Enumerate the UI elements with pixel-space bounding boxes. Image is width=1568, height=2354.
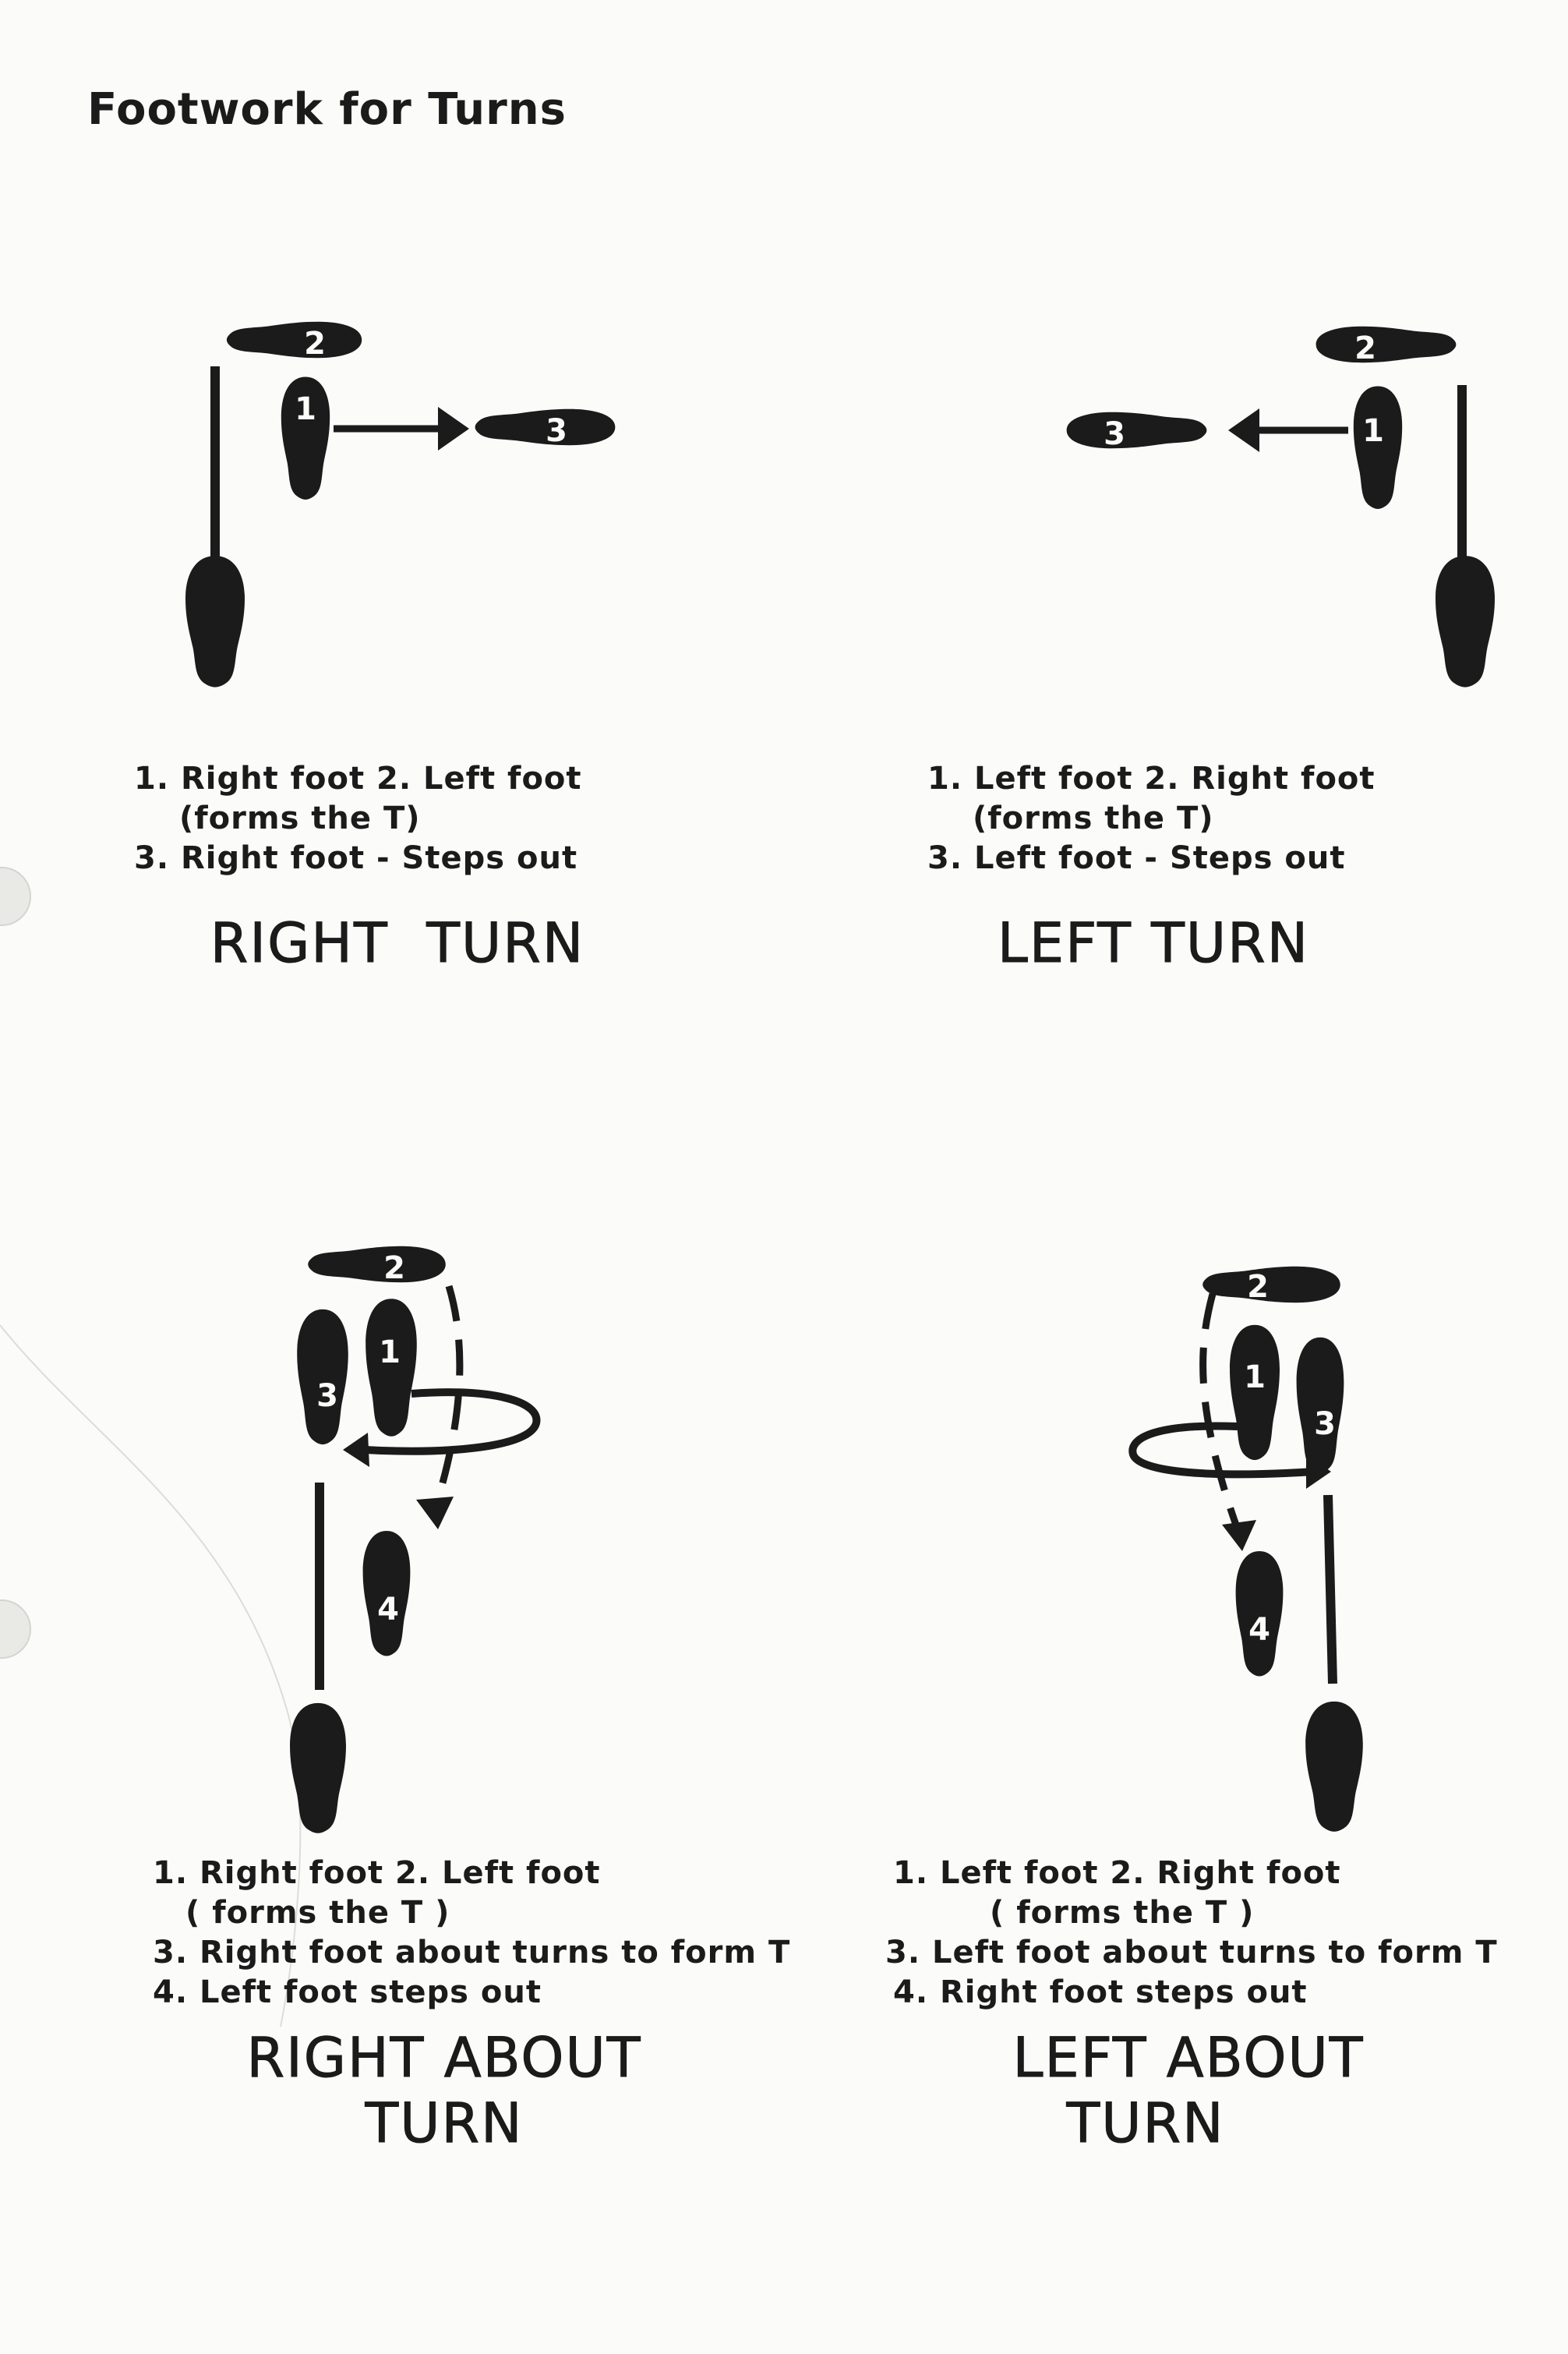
path-line xyxy=(1328,1495,1333,1684)
pivot-arrow-head xyxy=(343,1433,369,1467)
foot-label-3: 3 xyxy=(546,413,567,449)
step-line: 1. Left foot 2. Right foot xyxy=(927,761,1376,797)
left-turn-figure xyxy=(1067,327,1495,687)
right-turn-heading: RIGHT TURN xyxy=(210,911,585,975)
foot-label-4: 4 xyxy=(377,1592,399,1628)
step-line: 3. Right foot about turns to form T xyxy=(153,1935,791,1971)
page-title: Footwork for Turns xyxy=(87,84,567,135)
pivot-loop xyxy=(1132,1426,1314,1474)
start-foot xyxy=(290,1703,346,1833)
step-arrow-head xyxy=(438,407,469,451)
foot-2 xyxy=(1202,1267,1340,1302)
step-line: ( forms the T ) xyxy=(990,1895,1255,1931)
foot-3 xyxy=(297,1310,348,1444)
step-line: 3. Left foot - Steps out xyxy=(927,840,1346,876)
step-arrow-head xyxy=(1228,408,1259,452)
foot-label-1: 1 xyxy=(1362,413,1384,449)
left-turn-steps xyxy=(927,759,1376,878)
right-about-turn-heading-line2: TURN xyxy=(365,2091,524,2155)
foot-2 xyxy=(1316,327,1457,362)
foot-label-2: 2 xyxy=(383,1250,405,1286)
step-line: 4. Left foot steps out xyxy=(153,1974,542,2010)
foot-label-3: 3 xyxy=(1104,416,1125,452)
foot-label-3: 3 xyxy=(1314,1406,1336,1442)
foot-label-3: 3 xyxy=(316,1378,338,1414)
left-about-turn-steps xyxy=(885,1854,1498,2013)
start-foot xyxy=(1305,1702,1363,1832)
left-about-turn-heading-line1: LEFT ABOUT xyxy=(1012,2026,1365,2090)
right-about-turn-figure xyxy=(290,1246,536,1833)
foot-label-1: 1 xyxy=(1244,1359,1266,1395)
left-about-turn-heading-line2: TURN xyxy=(1066,2091,1225,2155)
foot-label-2: 2 xyxy=(1354,330,1376,366)
foot-2 xyxy=(308,1246,446,1282)
start-foot xyxy=(185,556,245,687)
foot-label-1: 1 xyxy=(295,391,316,427)
step-line: 1. Left foot 2. Right foot xyxy=(893,1855,1341,1891)
right-about-turn-steps xyxy=(153,1854,790,2013)
dashed-path xyxy=(1203,1294,1238,1529)
foot-2 xyxy=(227,322,362,358)
step-line: 1. Right foot 2. Left foot xyxy=(134,761,582,797)
step-line: (forms the T) xyxy=(179,801,421,836)
step-line: 1. Right foot 2. Left foot xyxy=(153,1855,601,1891)
dashed-arrow-head xyxy=(1222,1520,1256,1551)
foot-label-2: 2 xyxy=(1247,1269,1269,1305)
foot-label-4: 4 xyxy=(1248,1612,1270,1648)
dashed-arrow-head xyxy=(416,1497,454,1529)
step-line: (forms the T) xyxy=(973,801,1214,836)
left-turn-heading: LEFT TURN xyxy=(997,911,1310,975)
step-line: ( forms the T ) xyxy=(185,1895,450,1931)
foot-3 xyxy=(1067,412,1207,448)
left-about-turn-figure xyxy=(1132,1267,1362,1832)
right-turn-figure xyxy=(185,322,615,687)
step-line: 3. Right foot - Steps out xyxy=(134,840,578,876)
foot-3 xyxy=(1297,1338,1344,1472)
start-foot xyxy=(1436,556,1495,687)
foot-label-2: 2 xyxy=(304,326,326,362)
right-turn-steps xyxy=(134,759,582,878)
step-line: 4. Right foot steps out xyxy=(893,1974,1308,2010)
foot-label-1: 1 xyxy=(379,1334,401,1370)
step-line: 3. Left foot about turns to form T xyxy=(885,1935,1498,1971)
right-about-turn-heading-line1: RIGHT ABOUT xyxy=(246,2026,642,2090)
